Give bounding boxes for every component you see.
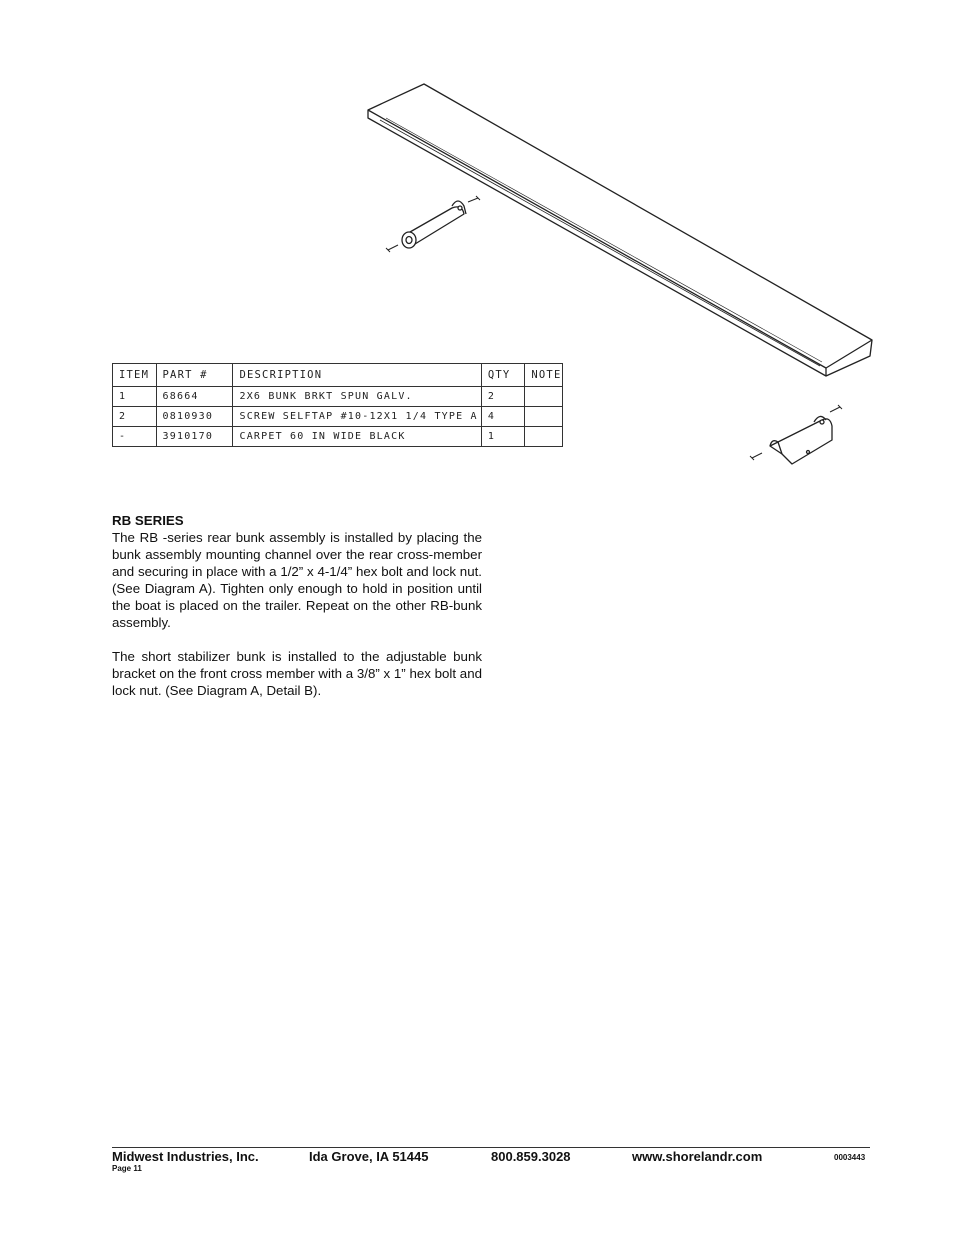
header-item: ITEM [113, 364, 157, 387]
table-row [113, 427, 563, 447]
bunk-bracket-upper [402, 201, 466, 248]
cell-note [525, 407, 563, 427]
screw-lower-2 [750, 453, 762, 460]
footer-city: Ida Grove, IA 51445 [309, 1149, 429, 1164]
header-qty: QTY [481, 364, 525, 387]
header-part: PART # [156, 364, 233, 387]
cell-description: 2X6 BUNK BRKT SPUN GALV. [233, 387, 481, 407]
cell-part: 68664 [156, 387, 233, 407]
footer-doc-number: 0003443 [834, 1153, 866, 1162]
cell-qty: 2 [481, 387, 525, 407]
screw-upper-2 [386, 245, 398, 252]
bunk-board [368, 84, 872, 376]
cell-description: SCREW SELFTAP #10-12X1 1/4 TYPE A [233, 407, 481, 427]
screw-lower-1 [830, 405, 842, 412]
cell-part: 0810930 [156, 407, 233, 427]
cell-description: CARPET 60 IN WIDE BLACK [233, 427, 481, 447]
instruction-paragraph: The short stabilizer bunk is installed to the adjustable bunk bracket on the front cross member with a 3/8” x 1” hex bolt and lock nut. (See Diagram A, Detail B). [112, 649, 482, 698]
table-row [113, 387, 563, 407]
rb-series-section [112, 512, 482, 716]
instruction-paragraph: The RB -series rear bunk assembly is installed by placing the bunk assembly mounting channel over the rear cross-member and securing in place with a 1/2” x 4-1/4” hex bolt and lock nut. (See Diagram A). Tighten only enough to hold in position until the boat is placed on the trailer. Repeat on the other RB-bunk assembly. [112, 530, 482, 630]
footer-company: Midwest Industries, Inc. [112, 1149, 259, 1164]
bunk-bracket-lower [770, 416, 832, 464]
cell-part: 3910170 [156, 427, 233, 447]
header-note: NOTE [525, 364, 563, 387]
page-number: Page 11 [112, 1164, 142, 1173]
footer-divider [112, 1147, 870, 1148]
parts-table [112, 363, 563, 447]
parts-table-header [113, 364, 563, 387]
cell-item: 1 [113, 387, 157, 407]
cell-note [525, 387, 563, 407]
footer-phone: 800.859.3028 [491, 1149, 571, 1164]
section-heading: RB SERIES [112, 513, 184, 528]
cell-qty: 1 [481, 427, 525, 447]
cell-item: 2 [113, 407, 157, 427]
cell-item: - [113, 427, 157, 447]
cell-note [525, 427, 563, 447]
screw-upper-1 [468, 196, 480, 202]
cell-qty: 4 [481, 407, 525, 427]
footer-website: www.shorelandr.com [632, 1149, 763, 1164]
table-row [113, 407, 563, 427]
header-description: DESCRIPTION [233, 364, 481, 387]
